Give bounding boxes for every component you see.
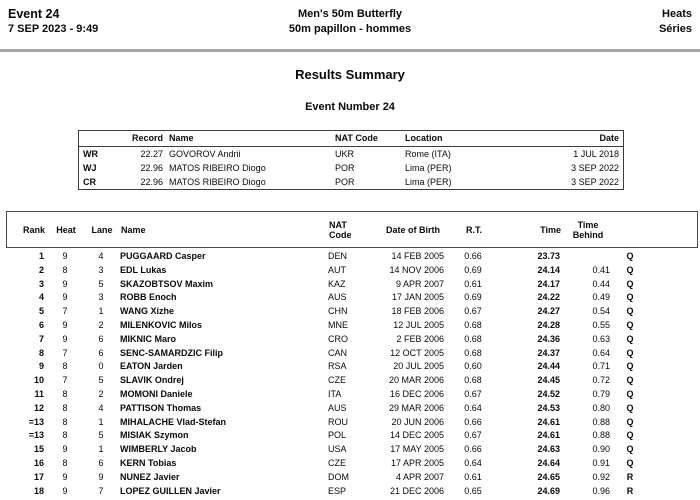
- header-right: [482, 7, 692, 37]
- filler-cell: [648, 471, 698, 485]
- heat-cell: 9: [62, 319, 68, 330]
- time-behind-cell: 0.72: [592, 375, 610, 386]
- nat-code-cell: CAN: [328, 347, 348, 358]
- record-row: [79, 161, 623, 175]
- reaction-time-cell: 0.64: [464, 457, 482, 468]
- date-of-birth-cell: 18 FEB 2006: [391, 306, 444, 317]
- lane-cell: 1: [98, 444, 104, 455]
- time-cell: 24.65: [537, 471, 560, 482]
- results-col-heat: Heat: [56, 224, 76, 235]
- swimmer-name-cell: WANG Xizhe: [120, 306, 175, 317]
- time-cell: 23.73: [537, 251, 560, 261]
- record-date-cell: 1 JUL 2018: [573, 149, 619, 159]
- qualification-cell: R: [626, 471, 634, 482]
- rank-cell: 2: [38, 264, 44, 275]
- filler-cell: [648, 333, 698, 347]
- result-row: [6, 264, 698, 278]
- filler-cell: [648, 319, 698, 333]
- date-of-birth-cell: 20 JUL 2005: [393, 361, 444, 372]
- record-name-cell: MATOS RIBEIRO Diogo: [169, 163, 266, 173]
- rank-cell: 9: [38, 361, 44, 372]
- time-behind-cell: [562, 250, 612, 264]
- lane-cell: 6: [98, 347, 104, 358]
- time-cell: 24.36: [537, 333, 560, 344]
- date-of-birth-cell: 4 APR 2007: [395, 471, 444, 482]
- lane-cell: 1: [98, 416, 104, 427]
- event-number: Event Number 24: [305, 101, 395, 113]
- record-nat-cell: POR: [335, 177, 355, 187]
- rank-cell: 16: [33, 457, 44, 468]
- reaction-time-cell: 0.67: [464, 306, 482, 317]
- qualification-cell: Q: [626, 416, 634, 427]
- qualification-cell: Q: [626, 444, 634, 455]
- reaction-time-cell: 0.61: [464, 278, 482, 289]
- results-col-behind-line2: Behind: [572, 229, 604, 240]
- record-row: [79, 147, 623, 161]
- reaction-time-cell: 0.68: [464, 333, 482, 344]
- result-row: [6, 291, 698, 305]
- time-cell: 24.53: [537, 402, 560, 413]
- lane-cell: 1: [98, 306, 104, 317]
- lane-cell: 7: [98, 485, 104, 496]
- records-col-name: Name: [169, 133, 194, 143]
- swimmer-name-cell: ROBB Enoch: [120, 292, 177, 303]
- time-cell: 24.52: [537, 388, 560, 399]
- time-behind-cell: 0.64: [592, 347, 610, 358]
- page-header: [0, 0, 700, 37]
- heat-cell: 9: [62, 444, 68, 455]
- round-fr: Séries: [658, 23, 692, 35]
- result-row: [6, 250, 698, 264]
- time-behind-cell: 0.91: [592, 457, 610, 468]
- nat-code-cell: ESP: [328, 485, 347, 496]
- swimmer-name-cell: NUNEZ Javier: [120, 471, 180, 482]
- records-col-location: Location: [405, 133, 443, 143]
- lane-cell: 9: [98, 471, 104, 482]
- lane-cell: 5: [98, 278, 104, 289]
- lane-cell: 4: [98, 402, 104, 413]
- time-behind-cell: 0.63: [592, 333, 610, 344]
- qualification-cell: Q: [626, 292, 634, 303]
- time-cell: 24.22: [537, 292, 560, 303]
- date-of-birth-cell: 2 FEB 2006: [396, 333, 444, 344]
- swimmer-name-cell: MIKNIC Maro: [120, 333, 176, 344]
- header-center: [218, 7, 482, 37]
- qualification-cell: R: [626, 485, 634, 496]
- date-of-birth-cell: 12 JUL 2005: [393, 319, 444, 330]
- swimmer-name-cell: SKAZOBTSOV Maxim: [120, 278, 214, 289]
- results-col-behind: [563, 220, 613, 240]
- results-header-row: [6, 211, 698, 248]
- qualification-cell: Q: [626, 361, 634, 372]
- nat-code-cell: POL: [328, 430, 347, 441]
- reaction-time-cell: 0.68: [464, 347, 482, 358]
- heat-cell: 9: [62, 333, 68, 344]
- results-col-nat-line2: Code: [329, 229, 352, 240]
- date-of-birth-cell: 16 DEC 2006: [389, 388, 444, 399]
- swimmer-name-cell: MISIAK Szymon: [120, 430, 189, 441]
- date-of-birth-cell: 21 DEC 2006: [389, 485, 444, 496]
- record-location-cell: Lima (PER): [405, 163, 452, 173]
- event-label: Event 24: [8, 7, 60, 21]
- nat-code-cell: ROU: [328, 416, 348, 427]
- result-row: [6, 347, 698, 361]
- qualification-cell: Q: [626, 375, 634, 386]
- results-col-time: Time: [540, 224, 561, 235]
- record-date-cell: 3 SEP 2022: [571, 163, 619, 173]
- results-col-behind-line1: Time: [577, 219, 599, 230]
- rank-cell: 4: [38, 292, 44, 303]
- reaction-time-cell: 0.68: [464, 375, 482, 386]
- swimmer-name-cell: PATTISON Thomas: [120, 402, 202, 413]
- round-en: Heats: [662, 8, 692, 20]
- record-code-cell: CR: [83, 177, 96, 187]
- nat-code-cell: CZE: [328, 457, 346, 468]
- date-of-birth-cell: 20 JUN 2006: [391, 416, 444, 427]
- nat-code-cell: CHN: [328, 306, 348, 317]
- filler-cell: [648, 416, 698, 430]
- lane-cell: 2: [98, 388, 104, 399]
- lane-cell: 6: [98, 457, 104, 468]
- records-header-row: [79, 131, 623, 147]
- rank-cell: 15: [33, 444, 44, 455]
- time-behind-cell: 0.88: [592, 416, 610, 427]
- results-col-dob: Date of Birth: [386, 224, 440, 235]
- qualification-cell: Q: [626, 251, 634, 261]
- lane-cell: 6: [98, 333, 104, 344]
- heat-cell: 8: [62, 361, 68, 372]
- event-title-en: Men's 50m Butterfly: [297, 8, 403, 20]
- date-of-birth-cell: 12 OCT 2005: [390, 347, 444, 358]
- results-col-nat-line1: NAT: [329, 219, 347, 230]
- nat-code-cell: DEN: [328, 251, 348, 261]
- record-code-cell: WJ: [83, 163, 97, 173]
- result-row: [6, 457, 698, 471]
- time-cell: 24.69: [537, 485, 560, 496]
- lane-cell: 0: [98, 361, 104, 372]
- results-col-lane: Lane: [91, 224, 113, 235]
- heat-cell: 8: [62, 457, 68, 468]
- time-cell: 24.64: [537, 457, 560, 468]
- time-cell: 24.61: [537, 430, 560, 441]
- record-location-cell: Rome (ITA): [405, 149, 451, 159]
- record-nat-cell: POR: [335, 163, 355, 173]
- rank-cell: 8: [38, 347, 44, 358]
- result-row: [6, 333, 698, 347]
- rank-cell: 17: [33, 471, 44, 482]
- time-behind-cell: 0.55: [592, 319, 610, 330]
- time-cell: 24.44: [537, 361, 560, 372]
- rank-cell: 7: [38, 333, 44, 344]
- heat-cell: 8: [62, 430, 68, 441]
- reaction-time-cell: 0.69: [464, 264, 482, 275]
- rank-cell: =13: [28, 416, 44, 427]
- time-behind-cell: 0.49: [592, 292, 610, 303]
- time-behind-cell: 0.54: [592, 306, 610, 317]
- time-behind-cell: 0.44: [592, 278, 610, 289]
- nat-code-cell: KAZ: [328, 278, 346, 289]
- heat-cell: 9: [62, 278, 68, 289]
- reaction-time-cell: 0.67: [464, 430, 482, 441]
- result-row: [6, 471, 698, 485]
- date-of-birth-cell: 14 DEC 2005: [389, 430, 444, 441]
- lane-cell: 5: [98, 430, 104, 441]
- nat-code-cell: DOM: [328, 471, 349, 482]
- swimmer-name-cell: SENC-SAMARDZIC Filip: [120, 347, 223, 358]
- results-col-name: Name: [121, 224, 146, 235]
- swimmer-name-cell: MILENKOVIC Milos: [120, 319, 203, 330]
- date-of-birth-cell: 17 APR 2005: [390, 457, 444, 468]
- records-table: [78, 130, 624, 190]
- filler-cell: [648, 291, 698, 305]
- swimmer-name-cell: KERN Tobias: [120, 457, 177, 468]
- rank-cell: 10: [33, 375, 44, 386]
- time-cell: 24.37: [537, 347, 560, 358]
- record-date-cell: 3 SEP 2022: [571, 177, 619, 187]
- swimmer-name-cell: PUGGAARD Casper: [120, 251, 206, 261]
- record-code-cell: WR: [83, 149, 98, 159]
- result-row: [6, 443, 698, 457]
- time-behind-cell: 0.90: [592, 444, 610, 455]
- nat-code-cell: AUS: [328, 292, 347, 303]
- time-cell: 24.17: [537, 278, 560, 289]
- reaction-time-cell: 0.60: [464, 361, 482, 372]
- heat-cell: 8: [62, 416, 68, 427]
- filler-cell: [648, 457, 698, 471]
- time-behind-cell: 0.96: [592, 485, 610, 496]
- rank-cell: 11: [34, 388, 44, 399]
- qualification-cell: Q: [626, 278, 634, 289]
- qualification-cell: Q: [626, 388, 634, 399]
- records-col-nat: NAT Code: [335, 133, 378, 143]
- filler-cell: [648, 278, 698, 292]
- result-row: [6, 374, 698, 388]
- filler-cell: [648, 443, 698, 457]
- qualification-cell: Q: [626, 333, 634, 344]
- rank-cell: 1: [38, 251, 44, 261]
- reaction-time-cell: 0.69: [464, 292, 482, 303]
- record-name-cell: GOVOROV Andrii: [169, 149, 241, 159]
- filler-cell: [648, 264, 698, 278]
- results-col-nat: [329, 220, 379, 240]
- record-name-cell: MATOS RIBEIRO Diogo: [169, 177, 266, 187]
- date-of-birth-cell: 29 MAR 2006: [388, 402, 444, 413]
- date-of-birth-cell: 9 APR 2007: [395, 278, 444, 289]
- results-body: [6, 250, 698, 498]
- rank-cell: 6: [38, 319, 44, 330]
- qualification-cell: Q: [626, 306, 634, 317]
- time-behind-cell: 0.80: [592, 402, 610, 413]
- lane-cell: 2: [98, 319, 104, 330]
- records-col-code: [79, 131, 127, 146]
- filler-cell: [648, 402, 698, 416]
- event-title-fr: 50m papillon - hommes: [288, 23, 412, 35]
- filler-cell: [648, 347, 698, 361]
- heat-cell: 8: [62, 388, 68, 399]
- filler-cell: [648, 250, 698, 264]
- time-cell: 24.27: [537, 306, 560, 317]
- records-col-date: Date: [599, 133, 619, 143]
- time-cell: 24.14: [537, 264, 560, 275]
- heat-cell: 7: [62, 375, 68, 386]
- results-col-rank: Rank: [22, 224, 45, 235]
- header-left: [8, 7, 218, 37]
- heat-cell: 7: [62, 347, 68, 358]
- nat-code-cell: RSA: [328, 361, 347, 372]
- date-of-birth-cell: 20 MAR 2006: [388, 375, 444, 386]
- result-row: [6, 416, 698, 430]
- heat-cell: 9: [62, 471, 68, 482]
- nat-code-cell: ITA: [328, 388, 342, 399]
- time-cell: 24.61: [537, 416, 560, 427]
- filler-cell: [648, 360, 698, 374]
- header-divider: [0, 49, 700, 52]
- swimmer-name-cell: MIHALACHE Vlad-Stefan: [120, 416, 227, 427]
- result-row: [6, 278, 698, 292]
- result-row: [6, 429, 698, 443]
- rank-cell: 3: [38, 278, 44, 289]
- filler-cell: [648, 429, 698, 443]
- nat-code-cell: MNE: [328, 319, 348, 330]
- time-behind-cell: 0.88: [592, 430, 610, 441]
- rank-cell: 5: [38, 306, 44, 317]
- nat-code-cell: AUS: [328, 402, 347, 413]
- record-location-cell: Lima (PER): [405, 177, 452, 187]
- date-of-birth-cell: 17 MAY 2005: [390, 444, 444, 455]
- nat-code-cell: USA: [328, 444, 347, 455]
- result-row: [6, 305, 698, 319]
- filler-cell: [648, 388, 698, 402]
- event-datetime: 7 SEP 2023 - 9:49: [8, 23, 99, 35]
- reaction-time-cell: 0.64: [464, 402, 482, 413]
- result-row: [6, 360, 698, 374]
- lane-cell: 4: [98, 251, 104, 261]
- reaction-time-cell: 0.68: [464, 319, 482, 330]
- record-row: [79, 175, 623, 189]
- time-behind-cell: 0.71: [592, 361, 610, 372]
- time-behind-cell: 0.79: [592, 388, 610, 399]
- rank-cell: 18: [33, 485, 44, 496]
- date-of-birth-cell: 14 NOV 2006: [389, 264, 444, 275]
- swimmer-name-cell: EATON Jarden: [120, 361, 183, 372]
- filler-cell: [648, 305, 698, 319]
- time-behind-cell: 0.92: [592, 471, 610, 482]
- qualification-cell: Q: [626, 430, 634, 441]
- qualification-cell: Q: [626, 347, 634, 358]
- records-body: [79, 147, 623, 189]
- time-cell: 24.63: [537, 444, 560, 455]
- qualification-cell: Q: [626, 402, 634, 413]
- result-row: [6, 319, 698, 333]
- swimmer-name-cell: LOPEZ GUILLEN Javier: [120, 485, 221, 496]
- swimmer-name-cell: SLAVIK Ondrej: [120, 375, 184, 386]
- summary-title: Results Summary: [295, 67, 405, 82]
- result-row: [6, 485, 698, 499]
- filler-cell: [648, 485, 698, 499]
- swimmer-name-cell: MOMONI Daniele: [120, 388, 193, 399]
- reaction-time-cell: 0.65: [464, 485, 482, 496]
- qualification-cell: Q: [626, 264, 634, 275]
- results-col-rt: R.T.: [465, 224, 482, 235]
- heat-cell: 9: [62, 292, 68, 303]
- reaction-time-cell: 0.67: [464, 388, 482, 399]
- result-row: [6, 388, 698, 402]
- record-nat-cell: UKR: [335, 149, 355, 159]
- swimmer-name-cell: EDL Lukas: [120, 264, 167, 275]
- record-time-cell: 22.96: [140, 177, 163, 187]
- reaction-time-cell: 0.66: [464, 444, 482, 455]
- reaction-time-cell: 0.66: [464, 251, 482, 261]
- result-row: [6, 402, 698, 416]
- reaction-time-cell: 0.61: [464, 471, 482, 482]
- date-of-birth-cell: 17 JAN 2005: [391, 292, 444, 303]
- nat-code-cell: AUT: [328, 264, 346, 275]
- record-time-cell: 22.96: [140, 163, 163, 173]
- date-of-birth-cell: 14 FEB 2005: [391, 251, 444, 261]
- rank-cell: =13: [28, 430, 44, 441]
- swimmer-name-cell: WIMBERLY Jacob: [120, 444, 197, 455]
- rank-cell: 12: [33, 402, 44, 413]
- heat-cell: 8: [62, 402, 68, 413]
- nat-code-cell: CZE: [328, 375, 346, 386]
- time-cell: 24.28: [537, 319, 560, 330]
- qualification-cell: Q: [626, 319, 634, 330]
- lane-cell: 3: [98, 292, 104, 303]
- lane-cell: 3: [98, 264, 104, 275]
- nat-code-cell: CRO: [328, 333, 348, 344]
- records-col-record: Record: [131, 133, 163, 143]
- heat-cell: 9: [62, 485, 68, 496]
- record-time-cell: 22.27: [140, 149, 163, 159]
- heat-cell: 7: [62, 306, 68, 317]
- lane-cell: 5: [98, 375, 104, 386]
- heat-cell: 8: [62, 264, 68, 275]
- qualification-cell: Q: [626, 457, 634, 468]
- heat-cell: 9: [62, 251, 68, 261]
- reaction-time-cell: 0.66: [464, 416, 482, 427]
- filler-cell: [648, 374, 698, 388]
- time-behind-cell: 0.41: [592, 264, 610, 275]
- time-cell: 24.45: [537, 375, 560, 386]
